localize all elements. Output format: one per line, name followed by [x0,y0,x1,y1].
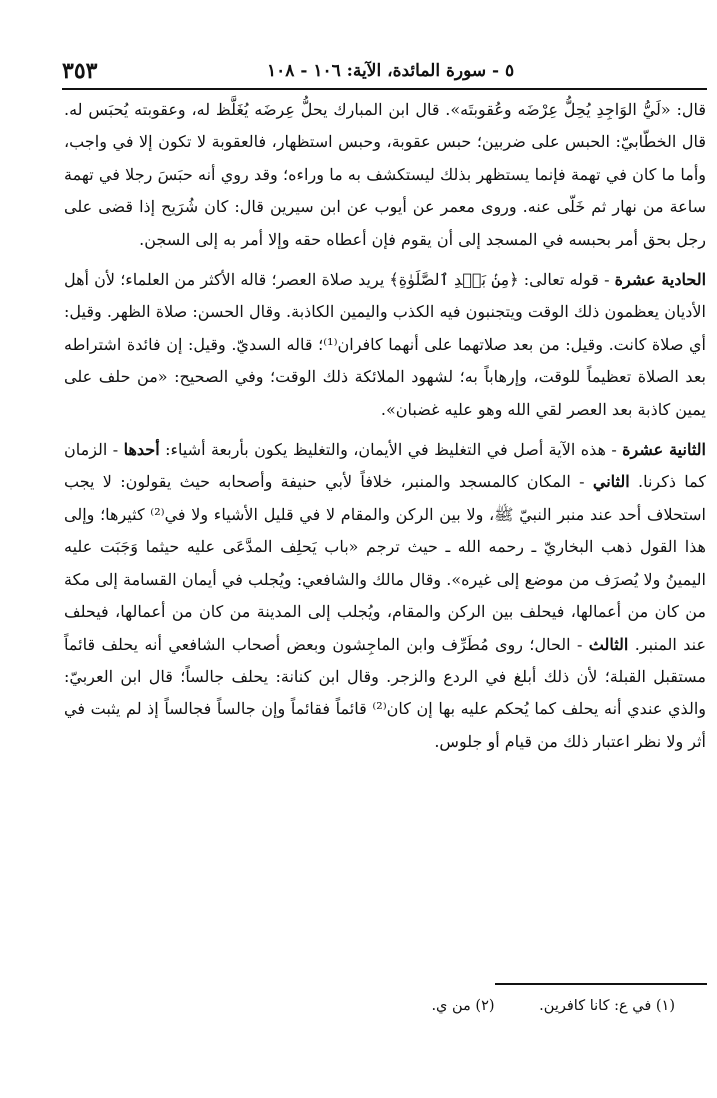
page-header [62,58,707,86]
running-title: ٥ - سورة المائدة، الآية: ١٠٦ - ١٠٨ [267,61,515,81]
paragraph-3 [64,434,706,758]
keyword-second: الثاني [592,472,630,492]
paragraph-3-text-c: - المكان كالمسجد والمنبر، خلافاً لأبي حنيفة وأصحابه حيث يقولون: لا يجب استحلاف أحد عند منبر النبيّ ﷺ، ولا بين الركن والمقام لا في قليل الأشياء ولا في⁽²⁾ كثيرها؛ وإلى هذا القول ذهب البخاريّ ـ رحمه الله ـ حيث ترجم «باب يَحلِف المدَّعَى عليه حيثما وَجَبَت عليه اليمينُ ولا يُصرَف من موضع إلى غيره». وقال مالك والشافعي: ويُجلب في أيمان القسامة إلى مكة من كان من أعمالها، فيحلف بين الركن والمقام، ويُجلب إلى المدينة من كان من أعمالها، فيحلف عند المنبر. [64,472,707,654]
paragraph-3-text-d: - الحال؛ روى مُطَرِّف وابن الماجِشون وبعض أصحاب الشافعي أنه يحلف قائماً مستقبل القبلة؛ لأن ذلك أبلغ في الردع والزجر. وقال ابن كنانة: يحلف جالساً؛ قال ابن العربيّ: والذي عندي أنه يحلف كما يُحكم عليه بها إن كان⁽²⁾ قائماً فقائماً وإن جالساً فجالساً إذ لم يثبت في أثر ولا نظر اعتبار ذلك من قيام أو جلوس. [64,634,707,751]
header-rule [62,88,707,90]
paragraph-3-text-b: - الزمان كما ذكرنا. [64,440,707,492]
keyword-third: الثالث [588,634,629,654]
footnote-1: (١) في ع: كانا كافرين. [539,998,675,1014]
paragraph-3-text-a: - هذه الآية أصل في التغليظ في الأيمان، والتغليظ يكون بأربعة أشياء: [165,440,617,460]
section-heading-twelfth: الثانية عشرة [622,440,706,460]
paragraph-2 [64,264,706,426]
paragraph-1-text: قال: «لَيُّ الوَاجِدِ يُحِلُّ عِرْضَه وعُقوبتَه». قال ابن المبارك يحلُّ عِرضَه يُغَلَّظ له، وعقوبته يُحبَس له. قال الخطّابيّ: الحبس على ضربين؛ حبس عقوبة، وحبس استظهار، فالعقوبة لا تكون إلا في واجب، وأما ما كان في تهمة فإنما يستظهر بذلك ليستكشف به ما وراءه؛ وقد روي أنه حبَسَ رجلا في تهمة ساعة من نهار ثم خَلّى عنه. وروى معمر عن أيوب عن ابن سيرين قال: كان شُرَيح إذا قضى على رجل بحق أمر بحبسه في المسجد إلى أن يقوم فإن أعطاه حقه وإلا أمر به إلى السجن. [64,100,706,249]
keyword-first: أحدها [123,440,160,460]
footnotes [431,998,675,1014]
page-body [64,94,706,758]
paragraph-1 [64,94,706,256]
footnote-2: (٢) من ي. [431,998,495,1014]
paragraph-2-text: - قوله تعالى: ﴿مِنۢ بَعۡدِ ٱلصَّلَوٰةِ﴾ يريد صلاة العصر؛ قاله الأكثر من العلماء؛ لأن أهل الأديان يعظمون ذلك الوقت ويتجنبون فيه الكذب واليمين الكاذبة. وقال الحسن: صلاة الظهر. وقيل: أي صلاة كانت. وقيل: من بعد صلاتهما على أنهما كافران⁽¹⁾؛ قاله السديّ. وقيل: إن فائدة اشتراطه بعد الصلاة تعظيماً للوقت، وإرهاباً به؛ لشهود الملائكة ذلك الوقت؛ وفي الصحيح: «من حلف على يمين كاذبة بعد العصر لقي الله وهو عليه غضبان». [64,270,706,419]
section-heading-eleventh: الحادية عشرة [614,270,707,290]
page-number: ٣٥٣ [62,58,98,84]
footnote-rule [495,983,707,985]
